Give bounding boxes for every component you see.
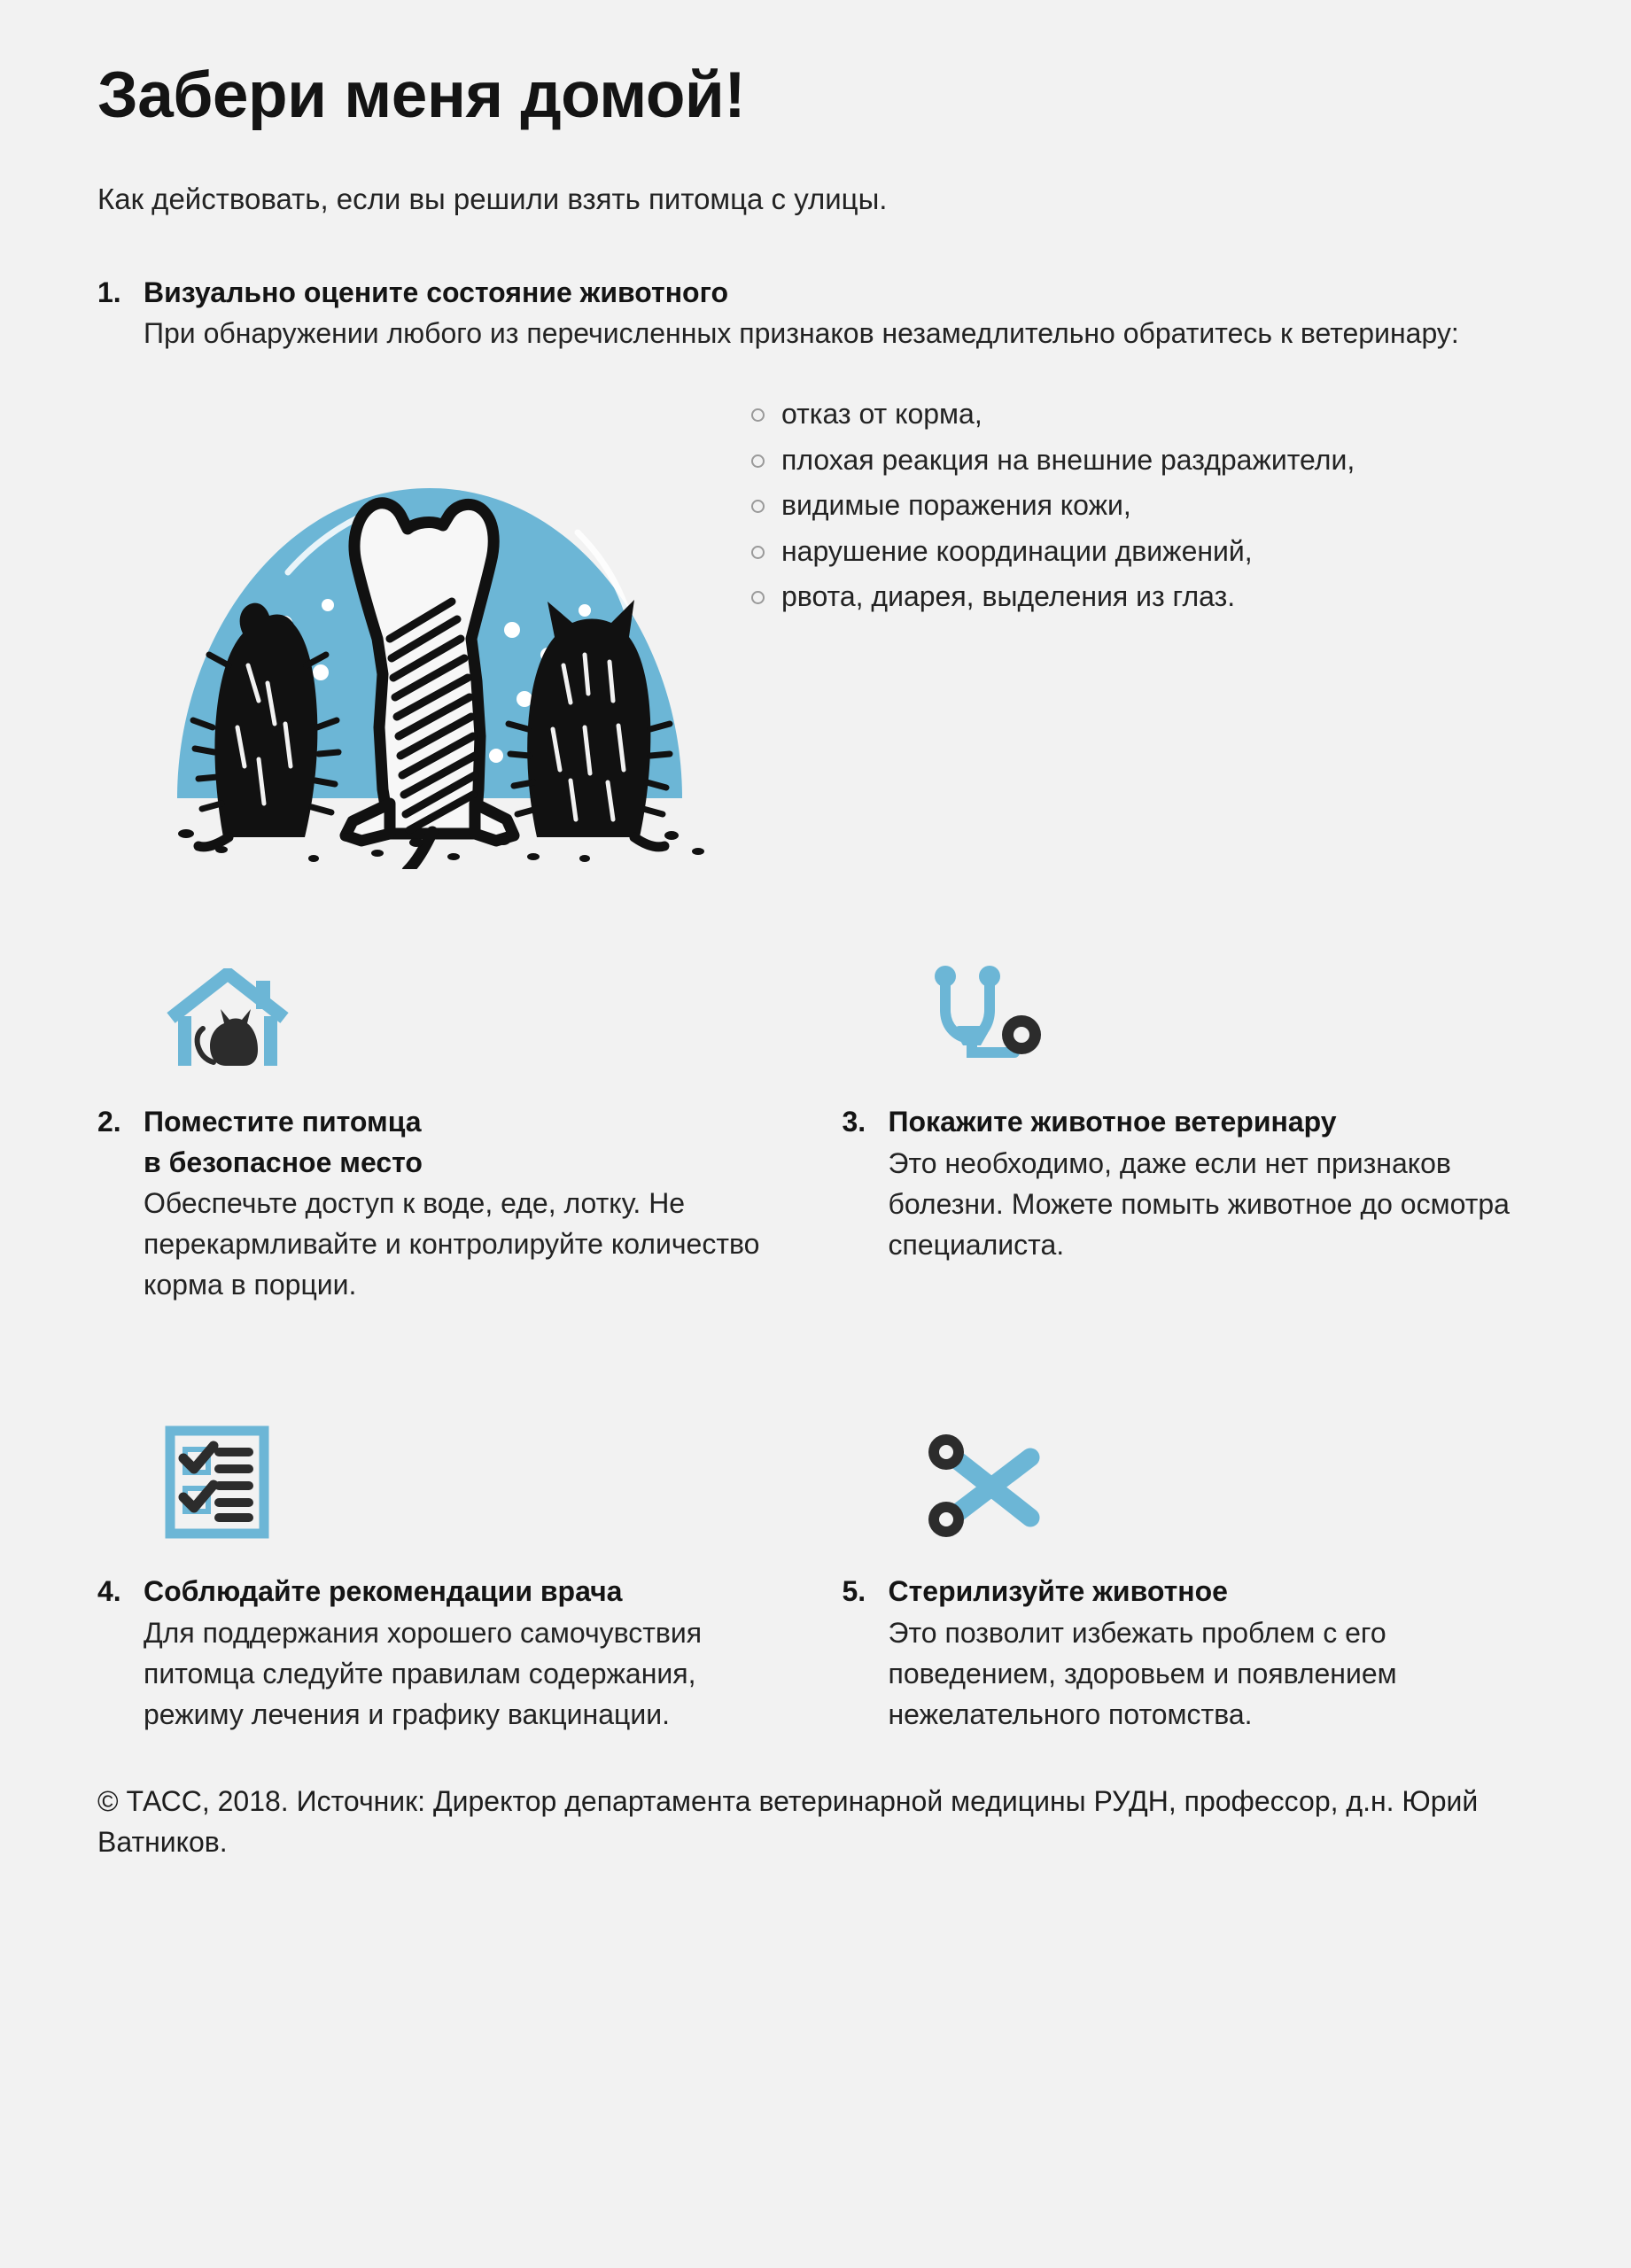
step-4-heading: Соблюдайте рекомендации врача [144,1575,623,1608]
step-3 [843,1102,1534,1265]
stethoscope-svg [922,964,1046,1070]
symptom-label: плохая реакция на внешние раздражители, [781,443,1355,476]
checklist-clipboard-icon [97,1394,789,1540]
house-with-cat-svg [164,968,297,1070]
bullet-circle-icon [751,532,781,559]
step-1-number: 1. [97,276,121,308]
step-2 [97,1102,789,1305]
symptoms-list [735,394,1534,622]
symptom-label: видимые поражения кожи, [781,489,1131,522]
bullet-circle-icon [751,577,781,604]
illustration-and-symptoms-row [97,373,1534,869]
source-credit: © ТАСС, 2018. Источник: Директор департамента ветеринарной медицины РУДН, профессор, д.н. Юрий Ватников. [97,1785,1479,1859]
symptom-item [751,440,1534,480]
stethoscope-icon [843,924,1534,1070]
step-3-text: Это необходимо, даже если нет признаков болезни. Можете помыть животное до осмотра специалиста. [888,1146,1510,1261]
icons-row-2 [97,1394,1534,1735]
scissors-icon [843,1394,1534,1540]
step-1-heading: Визуально оцените состояние животного [144,276,729,308]
step-2-heading-line2: в безопасное место [144,1146,423,1178]
bullet-circle-icon [751,440,781,468]
illustration-svg [124,373,735,869]
symptom-item [751,394,1534,434]
bullet-circle-icon [751,394,781,422]
step-3-number: 3. [842,1106,866,1138]
symptom-label: отказ от корма, [781,398,982,431]
dog-and-cats-illustration [124,373,735,869]
symptom-label: рвота, диарея, выделения из глаз. [781,580,1236,613]
step-5 [843,1572,1534,1735]
step-2-number: 2. [97,1106,121,1138]
checklist-svg [164,1425,270,1540]
step-1 [97,273,1534,354]
step-5-number: 5. [842,1575,866,1608]
step-5-text: Это позволит избежать проблем с его поведением, здоровьем и появлением нежелательного потомства. [888,1616,1397,1731]
step-3-heading: Покажите животное ветеринару [888,1106,1337,1138]
scissors-svg [922,1429,1046,1540]
icons-row-1 [97,924,1534,1305]
step-2-text: Обеспечьте доступ к воде, еде, лотку. Не перекармливайте и контролируйте количество корма в порции. [144,1187,760,1301]
symptom-item [751,532,1534,571]
step-4 [97,1572,789,1735]
symptom-item [751,485,1534,525]
page-title: Забери меня домой! [97,59,746,131]
symptom-item [751,577,1534,617]
symptom-label: нарушение координации движений, [781,534,1253,567]
step-2-heading-line1: Поместите питомца [144,1106,422,1138]
step-5-heading: Стерилизуйте животное [888,1575,1228,1608]
step-4-number: 4. [97,1575,121,1608]
step-4-text: Для поддержания хорошего самочувствия питомца следуйте правилам содержания, режиму лечения и графику вакцинации. [144,1616,703,1731]
house-with-cat-icon [97,924,789,1070]
bullet-circle-icon [751,485,781,513]
step-1-text: При обнаружении любого из перечисленных признаков незамедлительно обратитесь к ветеринару: [144,317,1459,350]
page-subtitle: Как действовать, если вы решили взять питомца с улицы. [97,183,888,216]
